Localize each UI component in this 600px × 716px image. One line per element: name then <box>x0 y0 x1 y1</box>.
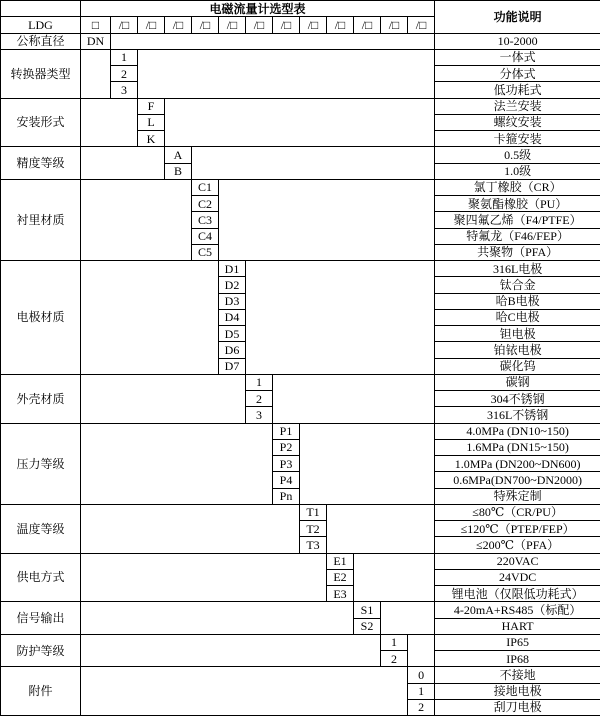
function-cell: ≤120℃（PTEP/FEP） <box>435 521 600 537</box>
model-slot: /□ <box>246 17 273 33</box>
spacer-cell <box>165 98 435 147</box>
function-cell: 0.6MPa(DN700~DN2000) <box>435 472 600 488</box>
code-cell: 3 <box>111 82 138 98</box>
model-slot: /□ <box>408 17 435 33</box>
function-cell: 卡箍安装 <box>435 131 600 147</box>
function-cell: 铂铱电极 <box>435 342 600 358</box>
code-cell: S1 <box>354 602 381 618</box>
function-cell: IP65 <box>435 634 600 650</box>
model-slot: /□ <box>354 17 381 33</box>
table-row <box>1 98 600 114</box>
spacer-cell <box>81 423 273 504</box>
code-cell: 3 <box>246 407 273 423</box>
spacer-cell <box>81 98 138 147</box>
spacer-cell <box>327 504 435 553</box>
code-cell: D7 <box>219 358 246 374</box>
function-cell: 304不锈钢 <box>435 391 600 407</box>
function-cell: 低功耗式 <box>435 82 600 98</box>
code-cell: P2 <box>273 439 300 455</box>
spacer-cell <box>81 553 327 602</box>
spacer-cell <box>81 147 165 180</box>
table-row <box>1 553 600 569</box>
code-cell: C2 <box>192 196 219 212</box>
code-cell: 0 <box>408 667 435 683</box>
code-cell: E2 <box>327 569 354 585</box>
function-cell: 法兰安装 <box>435 98 600 114</box>
function-cell: 316L不锈钢 <box>435 407 600 423</box>
model-prefix: LDG <box>1 17 81 33</box>
table-row <box>1 634 600 650</box>
category-label: 衬里材质 <box>1 179 81 260</box>
code-cell: P1 <box>273 423 300 439</box>
category-label: 信号输出 <box>1 602 81 635</box>
code-cell: K <box>138 131 165 147</box>
code-cell: C4 <box>192 228 219 244</box>
table-row <box>1 667 600 683</box>
code-cell: 1 <box>408 683 435 699</box>
function-cell: 1.6MPa (DN15~150) <box>435 439 600 455</box>
category-label: 转换器类型 <box>1 49 81 98</box>
function-cell: 碳化钨 <box>435 358 600 374</box>
spacer-cell <box>408 634 435 667</box>
function-cell: 碳钢 <box>435 374 600 390</box>
code-cell: 1 <box>246 374 273 390</box>
function-cell: 特氟龙（F46/FEP） <box>435 228 600 244</box>
table-row <box>1 33 600 49</box>
table-row <box>1 374 600 390</box>
function-cell: 316L电极 <box>435 261 600 277</box>
category-label: 公称直径 <box>1 33 81 49</box>
category-label: 外壳材质 <box>1 374 81 423</box>
function-cell: HART <box>435 618 600 634</box>
function-cell: 1.0级 <box>435 163 600 179</box>
model-slot: /□ <box>327 17 354 33</box>
corner-spacer <box>1 1 81 17</box>
model-slot: /□ <box>300 17 327 33</box>
function-cell: 聚四氟乙烯（F4/PTFE） <box>435 212 600 228</box>
spacer-cell <box>219 179 435 260</box>
function-cell: 1.0MPa (DN200~DN600) <box>435 456 600 472</box>
function-cell: 接地电极 <box>435 683 600 699</box>
spacer-cell <box>81 602 354 635</box>
function-cell: 共聚物（PFA） <box>435 244 600 260</box>
code-cell: D5 <box>219 326 246 342</box>
model-slot: /□ <box>381 17 408 33</box>
code-cell: 1 <box>381 634 408 650</box>
table-row <box>1 602 600 618</box>
spacer-cell <box>300 423 435 504</box>
code-cell: T3 <box>300 537 327 553</box>
category-label: 精度等级 <box>1 147 81 180</box>
function-cell: 聚氨酯橡胶（PU） <box>435 196 600 212</box>
model-slot: /□ <box>111 17 138 33</box>
function-cell: IP68 <box>435 651 600 667</box>
code-cell: L <box>138 114 165 130</box>
spacer-cell <box>192 147 435 180</box>
function-cell: 钽电极 <box>435 326 600 342</box>
code-cell: DN <box>81 33 111 49</box>
function-cell: 刮刀电极 <box>435 699 600 715</box>
category-label: 电极材质 <box>1 261 81 375</box>
code-cell: C1 <box>192 179 219 195</box>
function-header: 功能说明 <box>435 1 600 34</box>
function-cell: 分体式 <box>435 66 600 82</box>
code-cell: E1 <box>327 553 354 569</box>
table-row <box>1 49 600 65</box>
code-cell: T2 <box>300 521 327 537</box>
spacer-cell <box>138 49 435 98</box>
function-cell: 0.5级 <box>435 147 600 163</box>
spacer-cell <box>273 374 435 423</box>
spacer-cell <box>381 602 435 635</box>
function-cell: 24VDC <box>435 569 600 585</box>
function-cell: 一体式 <box>435 49 600 65</box>
code-cell: A <box>165 147 192 163</box>
spacer-cell <box>81 667 408 716</box>
table-row <box>1 261 600 277</box>
model-base-slot: □ <box>81 17 111 33</box>
function-cell: 氯丁橡胶（CR） <box>435 179 600 195</box>
spacer-cell <box>81 504 300 553</box>
code-cell: P4 <box>273 472 300 488</box>
code-cell: D3 <box>219 293 246 309</box>
spacer-cell <box>354 553 435 602</box>
spacer-cell <box>111 33 435 49</box>
code-cell: 2 <box>408 699 435 715</box>
function-cell: 钛合金 <box>435 277 600 293</box>
selection-table-body <box>1 1 600 716</box>
spacer-cell <box>81 261 219 375</box>
code-cell: T1 <box>300 504 327 520</box>
code-cell: C5 <box>192 244 219 260</box>
code-cell: 2 <box>381 651 408 667</box>
model-slot: /□ <box>192 17 219 33</box>
function-cell: 4.0MPa (DN10~150) <box>435 423 600 439</box>
spacer-cell <box>81 634 381 667</box>
spacer-cell <box>81 374 246 423</box>
code-cell: B <box>165 163 192 179</box>
code-cell: Pn <box>273 488 300 504</box>
code-cell: 1 <box>111 49 138 65</box>
code-cell: 2 <box>246 391 273 407</box>
category-label: 供电方式 <box>1 553 81 602</box>
model-slot: /□ <box>165 17 192 33</box>
code-cell: P3 <box>273 456 300 472</box>
model-slot: /□ <box>273 17 300 33</box>
code-cell: F <box>138 98 165 114</box>
function-cell: 特殊定制 <box>435 488 600 504</box>
category-label: 温度等级 <box>1 504 81 553</box>
code-cell: S2 <box>354 618 381 634</box>
category-label: 附件 <box>1 667 81 716</box>
code-cell: D1 <box>219 261 246 277</box>
function-cell: ≤80℃（CR/PU） <box>435 504 600 520</box>
code-cell: D2 <box>219 277 246 293</box>
table-title: 电磁流量计选型表 <box>81 1 435 17</box>
table-row <box>1 423 600 439</box>
table-row <box>1 1 600 17</box>
function-cell: 哈C电极 <box>435 309 600 325</box>
model-slot: /□ <box>138 17 165 33</box>
code-cell: C3 <box>192 212 219 228</box>
code-cell: D6 <box>219 342 246 358</box>
code-cell: E3 <box>327 586 354 602</box>
category-label: 防护等级 <box>1 634 81 667</box>
code-cell: 2 <box>111 66 138 82</box>
model-slot: /□ <box>219 17 246 33</box>
function-cell: 锂电池（仅限低功耗式） <box>435 586 600 602</box>
category-label: 安装形式 <box>1 98 81 147</box>
function-cell: 10-2000 <box>435 33 600 49</box>
function-cell: 不接地 <box>435 667 600 683</box>
table-row <box>1 504 600 520</box>
function-cell: ≤200℃（PFA） <box>435 537 600 553</box>
category-label: 压力等级 <box>1 423 81 504</box>
function-cell: 4-20mA+RS485（标配） <box>435 602 600 618</box>
function-cell: 220VAC <box>435 553 600 569</box>
table-row <box>1 147 600 163</box>
function-cell: 哈B电极 <box>435 293 600 309</box>
spacer-cell <box>81 179 192 260</box>
function-cell: 螺纹安装 <box>435 114 600 130</box>
spacer-cell <box>81 49 111 98</box>
table-row <box>1 179 600 195</box>
code-cell: D4 <box>219 309 246 325</box>
spacer-cell <box>246 261 435 375</box>
